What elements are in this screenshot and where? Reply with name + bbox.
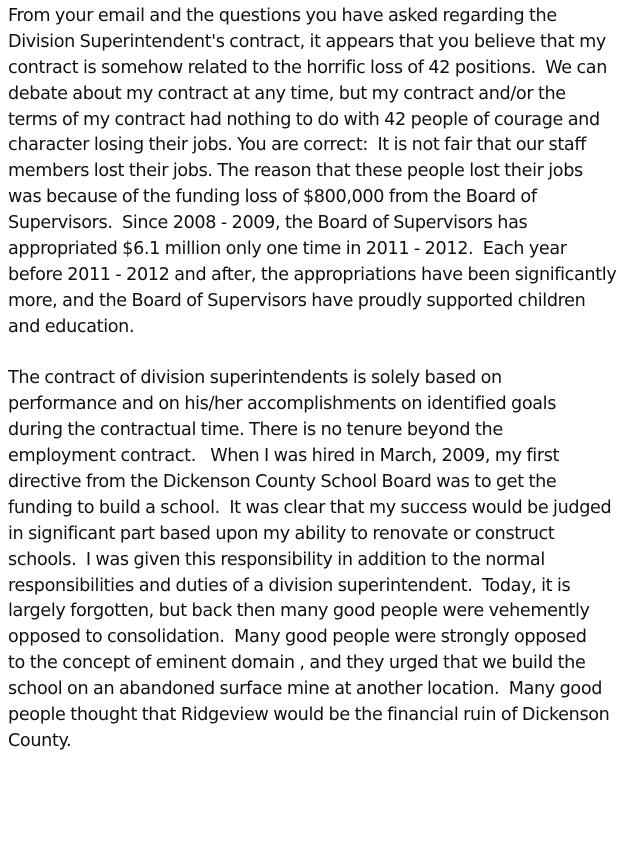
text-line: largely forgotten, but back then many good people were vehemently <box>8 601 590 622</box>
paragraph-spacer <box>8 341 636 367</box>
document-body <box>8 4 636 755</box>
text-line: directive from the Dickenson County School Board was to get the <box>8 472 557 493</box>
text-line: school on an abandoned surface mine at another location. Many good <box>8 679 603 700</box>
text-line: Division Superintendent's contract, it appears that you believe that my <box>8 31 606 52</box>
text-line: funding to build a school. It was clear that my success would be judged <box>8 497 612 518</box>
paragraph-1 <box>8 4 636 341</box>
text-line: in significant part based upon my ability to renovate or construct <box>8 523 555 544</box>
text-line: appropriated $6.1 million only one time in 2011 - 2012. Each year <box>8 239 567 260</box>
text-line: Supervisors. Since 2008 - 2009, the Board of Supervisors has <box>8 213 528 234</box>
text-line: was because of the funding loss of $800,000 from the Board of <box>8 187 537 208</box>
text-line: members lost their jobs. The reason that these people lost their jobs <box>8 161 583 182</box>
text-line: and education. <box>8 316 135 337</box>
text-line: before 2011 - 2012 and after, the appropriations have been significantly <box>8 264 617 285</box>
text-line: employment contract. When I was hired in March, 2009, my first <box>8 446 560 467</box>
text-line: schools. I was given this responsibility in addition to the normal <box>8 549 545 570</box>
text-line: County. <box>8 730 72 751</box>
text-line: The contract of division superintendents is solely based on <box>8 368 502 389</box>
text-line: debate about my contract at any time, but my contract and/or the <box>8 83 566 104</box>
text-line: character losing their jobs. You are correct: It is not fair that our staff <box>8 135 587 156</box>
text-line: terms of my contract had nothing to do with 42 people of courage and <box>8 109 600 130</box>
text-line: responsibilities and duties of a division superintendent. Today, it is <box>8 575 571 596</box>
text-line: to the concept of eminent domain , and they urged that we build the <box>8 653 586 674</box>
text-line: more, and the Board of Supervisors have proudly supported children <box>8 290 586 311</box>
text-line: contract is somehow related to the horrific loss of 42 positions. We can <box>8 57 608 78</box>
text-line: during the contractual time. There is no tenure beyond the <box>8 420 503 441</box>
text-line: opposed to consolidation. Many good people were strongly opposed <box>8 627 587 648</box>
text-line: people thought that Ridgeview would be the financial ruin of Dickenson <box>8 705 610 726</box>
text-line: From your email and the questions you have asked regarding the <box>8 6 557 26</box>
paragraph-2 <box>8 366 636 754</box>
text-line: performance and on his/her accomplishments on identified goals <box>8 394 557 415</box>
